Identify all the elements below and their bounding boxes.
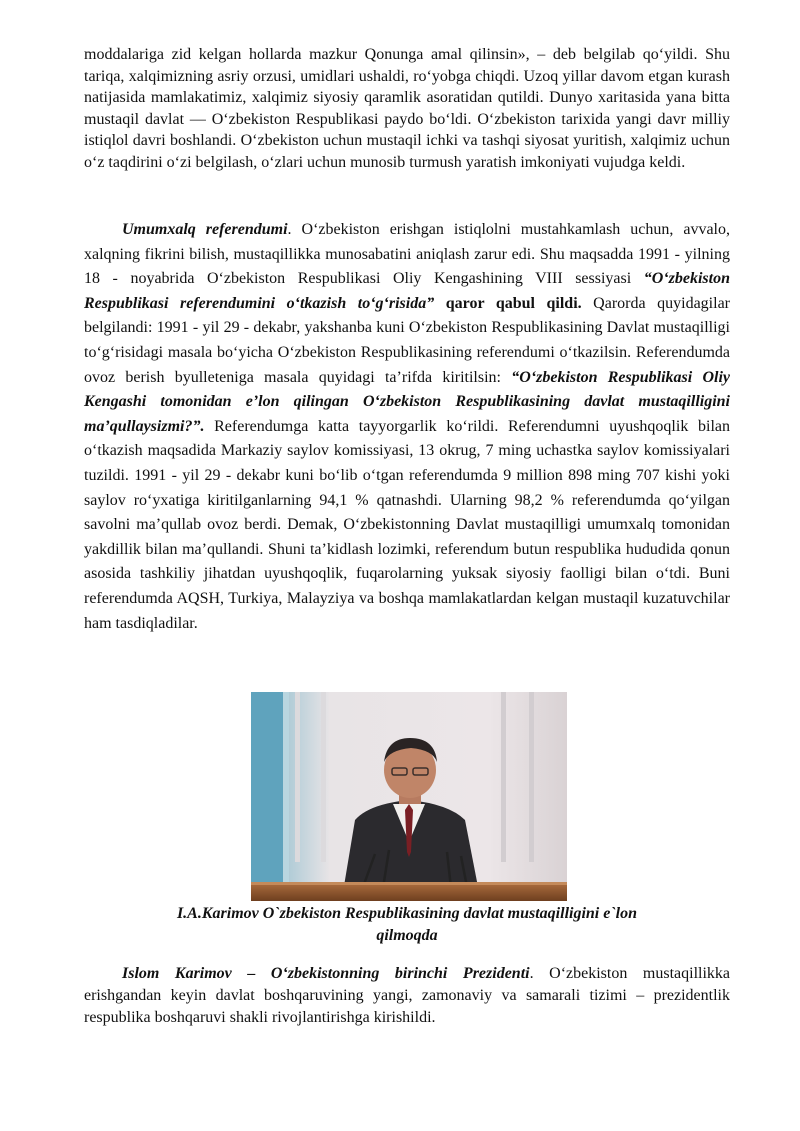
photo-caption: [84, 903, 730, 947]
president-text: . O‘zbekiston mustaqillikka erishgandan keyin davlat boshqaruvining yangi, zamonaviy va samarali tizimi – prezidentlik respublika boshqaruvi shakli rivojlantirishga kirishildi.: [84, 965, 731, 1026]
referendum-paragraph: [84, 218, 730, 636]
photo-caption-line-2: qilmoqda: [376, 927, 438, 944]
karimov-photo: [251, 692, 567, 901]
decree-title: “O‘zbekiston Respublikasi referendumini o‘tkazish to‘g‘risida”: [84, 270, 730, 312]
referendum-text-2: Qarorda quyidagilar belgilandi: 1991 - yil 29 - dekabr, yakshanba kuni O‘zbekiston Respublikasining Davlat mustaqilligi to‘g‘risidagi masala bo‘yicha O‘zbekiston Respublikasining referendumi o‘tkazilsin. Referendumda ovoz berish byulleteniga masala quyidagi ta’rifda kiritilsin:: [84, 294, 731, 386]
karimov-photo-illustration: [251, 692, 567, 901]
referendum-text-3: Referendumga katta tayyorgarlik ko‘rildi. Referendumni uyushqoqlik bilan o‘tkazish maqsadida Markaziy saylov komissiyasi, 13 okrug, 7 ming uchastka saylov komissiyalari tuzildi. 1991 - yil 29 - dekabr kuni bo‘lib o‘tgan referendumda 9 million 898 ming 707 kishi yoki saylov ro‘yxatiga kiritilganlarning 94,1 % qatnashdi. Ularning 98,2 % referendumda qo‘yilgan savolni ma’qullab ovoz berdi. Demak, O‘zbekistonning Davlat mustaqilligi umumxalq tomonidan yakdillik bilan ma’qullandi. Shuni ta’kidlash lozimki, referendum butun respublika hududida qonun asosida tashkiliy jihatdan uyushqoqlik, fuqarolarning yuksak siyosiy faolligi bilan o‘tdi. Buni referendumda AQSH, Turkiya, Malayziya va boshqa mamlakatlardan kelgan mustaqil kuzatuvchilar ham tasdiqladilar.: [84, 417, 730, 632]
president-paragraph: [84, 963, 730, 1029]
decree-tail: qaror qabul qildi.: [434, 294, 582, 312]
ballot-question: “O‘zbekiston Respublikasi Oliy Kengashi tomonidan e’lon qilingan O‘zbekiston Respublikasining davlat mustaqilligini ma’qullaysizmi?”.: [84, 368, 731, 435]
intro-paragraph: moddalariga zid kelgan hollarda mazkur Qonunga amal qilinsin», – deb belgilab qo‘yildi. Shu tariqa, xalqimizning asriy orzusi, umidlari ushaldi, ro‘yobga chiqdi. Uzoq yillar davom etgan kurash natijasida mamlakatimiz, xalqimiz siyosiy qaramlik asoratidan qutildi. Dunyo xaritasida yana bitta mustaqil davlat — O‘zbekiston Respublikasi paydo bo‘ldi. O‘zbekiston tarixida yangi davr milliy istiqlol davri boshlandi. O‘zbekiston uchun mustaqil ichki va tashqi siyosat yuritish, xalqimiz uchun o‘z taqdirini o‘zi belgilash, o‘zlari uchun munosib turmush yaratish imkoniyati vujudga keldi.: [84, 46, 730, 171]
president-heading: Islom Karimov – O‘zbekistonning birinchi Prezidenti: [122, 965, 530, 982]
referendum-heading: Umumxalq referendumi: [122, 221, 288, 238]
referendum-text-1: . O‘zbekiston erishgan istiqlolni mustahkamlash uchun, avvalo, xalqning fikrini bilish, mustaqillikka munosabatini aniqlash zarur edi. Shu maqsadda 1991 - yilning 18 - noyabrida O‘zbekiston Respublikasi Oliy Kengashining VIII sessiyasi: [84, 221, 731, 288]
photo-caption-line-1: I.A.Karimov O`zbekiston Respublikasining davlat mustaqilligini e`lon: [176, 905, 638, 922]
